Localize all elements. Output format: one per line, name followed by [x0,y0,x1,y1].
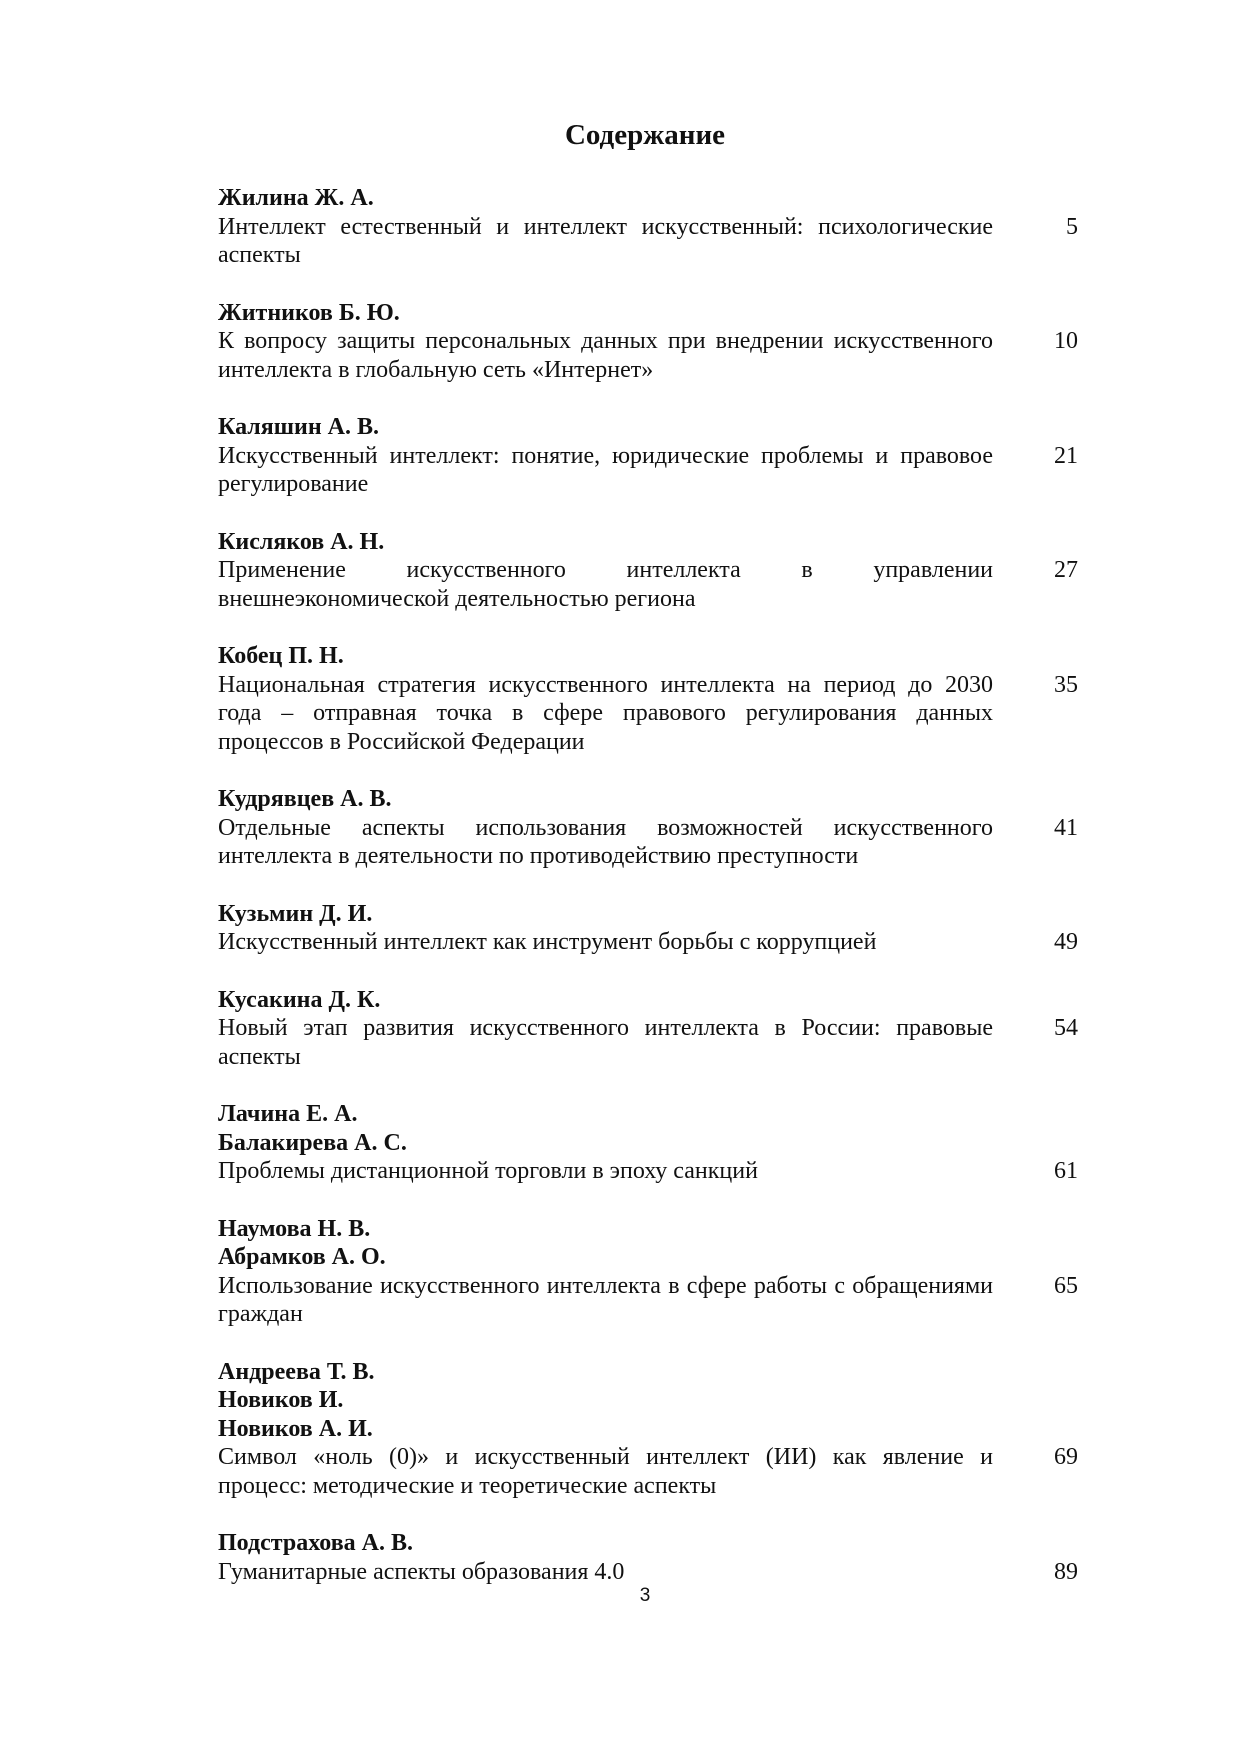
toc-entry-title: Национальная стратегия искусственного интеллекта на период до 2030 года – отправная точка в сфере правового регулирования данных процессов в Российской Федерации [218,671,993,755]
toc-entry-title: Интеллект естественный и интеллект искусственный: психологические аспекты [218,213,993,268]
toc-entry-author: Кисляков А. Н. [218,528,385,555]
toc-entry-author: Лачина Е. А. [218,1101,358,1127]
toc-entry-title: Использование искусственного интеллекта в сфере работы с обращениями граждан [218,1272,993,1327]
toc-entry [218,413,1078,499]
table-of-contents [218,184,1078,1615]
toc-entry-page: 89 [1054,1558,1078,1585]
toc-entry-author: Жилина Ж. А. [218,185,374,211]
page-title: Содержание [564,119,726,151]
toc-entry-author: Кузьмин Д. И. [218,900,373,927]
toc-entry-title: Отдельные аспекты использования возможностей искусственного интеллекта в деятельности по противодействию преступности [218,814,993,869]
toc-entry-row [218,814,1078,871]
toc-entry [218,986,1078,1072]
toc-entry-row [218,1558,1078,1587]
toc-entry-author: Новиков И. [218,1387,344,1413]
toc-entry-page: 27 [1054,557,1078,583]
toc-entry-title: Новый этап развития искусственного интеллекта в России: правовые аспекты [218,1015,993,1070]
toc-entry [218,1529,1078,1586]
toc-entry-title: Символ «ноль (0)» и искусственный интеллект (ИИ) как явление и процесс: методические и теоретические аспекты [218,1444,993,1499]
toc-entry-row [218,213,1078,270]
page-number: 3 [639,1585,651,1606]
toc-entry-author: Кудрявцев А. В. [218,786,392,812]
toc-entry-author: Балакирева А. С. [218,1129,407,1156]
toc-entry [218,785,1078,871]
toc-entry-row [218,1014,1078,1071]
toc-entry-row [218,1443,1078,1500]
toc-entry-page: 21 [1054,442,1078,469]
toc-entry-row [218,1272,1078,1329]
toc-entry-title: Проблемы дистанционной торговли в эпоху санкций [218,1158,758,1184]
toc-entry-title: К вопросу защиты персональных данных при внедрении искусственного интеллекта в глобальную сеть «Интернет» [218,328,993,383]
toc-entry-author: Каляшин А. В. [218,414,380,440]
toc-entry-page: 61 [1054,1158,1078,1184]
toc-entry [218,528,1078,614]
toc-entry [218,1100,1078,1186]
toc-entry [218,642,1078,756]
toc-entry-page: 49 [1054,929,1078,955]
toc-entry [218,1215,1078,1329]
toc-entry-author: Кобец П. Н. [218,643,344,669]
toc-entry-row [218,928,1078,957]
toc-entry-row [218,327,1078,384]
toc-entry-author: Андреева Т. В. [218,1358,375,1385]
toc-entry [218,1358,1078,1501]
toc-entry-author: Новиков А. И. [218,1415,373,1442]
toc-entry-page: 10 [1054,328,1078,354]
toc-entry-row [218,671,1078,757]
toc-entry [218,299,1078,385]
toc-entry-title: Искусственный интеллект: понятие, юридические проблемы и правовое регулирование [218,442,993,497]
toc-entry [218,184,1078,270]
toc-entry-title: Применение искусственного интеллекта в управлении внешнеэкономической деятельностью региона [218,557,993,612]
toc-entry-page: 35 [1054,671,1078,698]
toc-entry-author: Абрамков А. О. [218,1244,386,1270]
toc-entry-author: Житников Б. Ю. [218,299,400,326]
toc-entry-row [218,556,1078,613]
toc-entry-author: Наумова Н. В. [218,1215,371,1242]
toc-entry-page: 41 [1054,814,1078,841]
toc-entry-author: Подстрахова А. В. [218,1530,413,1556]
toc-entry-page: 65 [1054,1272,1078,1299]
toc-entry-row [218,442,1078,499]
toc-entry-row [218,1157,1078,1186]
toc-entry [218,900,1078,957]
toc-entry-page: 69 [1054,1444,1078,1470]
toc-entry-title: Гуманитарные аспекты образования 4.0 [218,1558,625,1585]
toc-entry-author: Кусакина Д. К. [218,986,381,1013]
toc-entry-page: 5 [1066,213,1078,240]
toc-entry-title: Искусственный интеллект как инструмент борьбы с коррупцией [218,929,877,955]
toc-entry-page: 54 [1054,1015,1078,1041]
